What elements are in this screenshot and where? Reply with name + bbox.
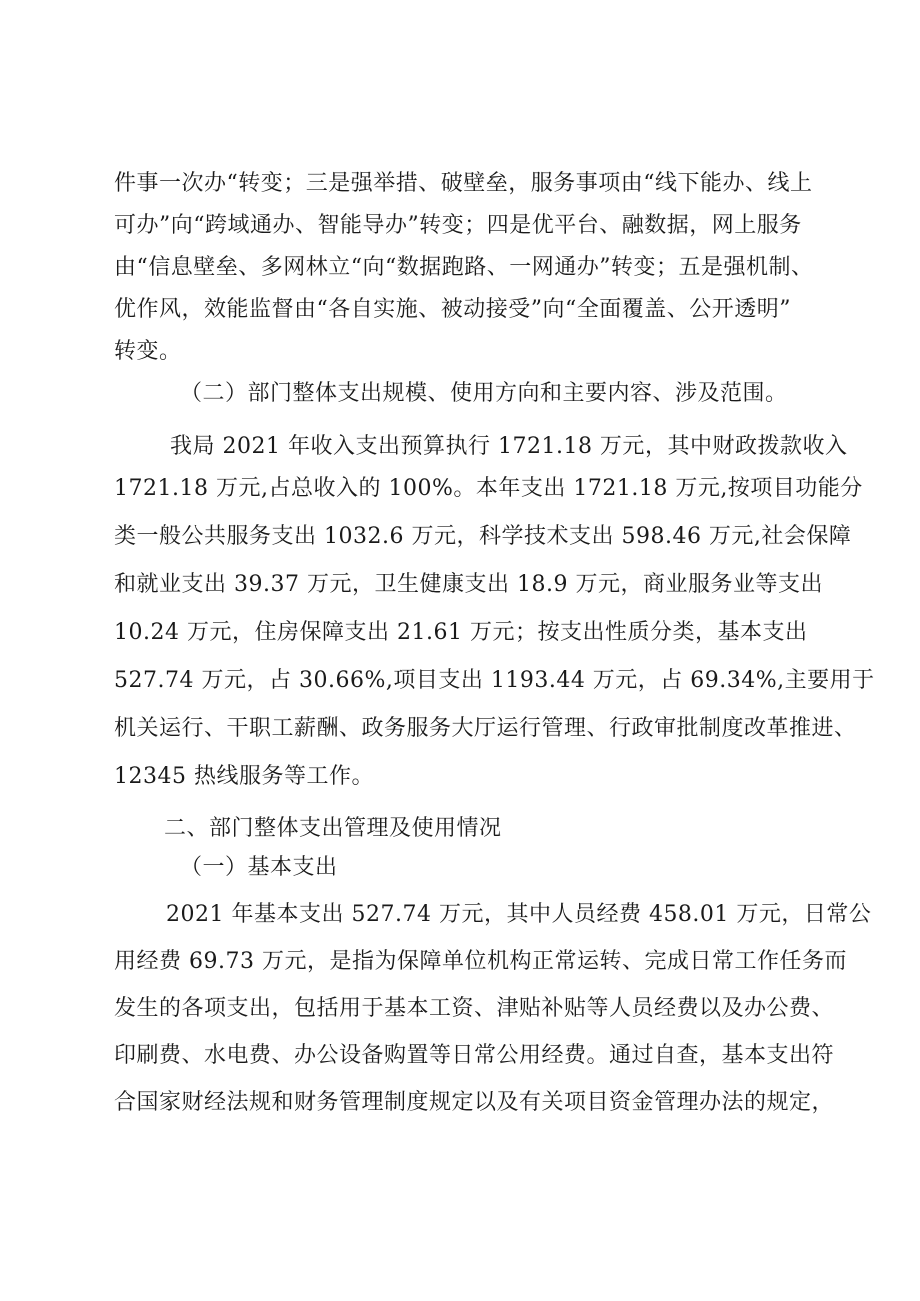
- body-line: 优作风，效能监督由“各自实施、被动接受”向“全面覆盖、公开透明”: [114, 297, 791, 322]
- body-line: 和就业支出 39.37 万元，卫生健康支出 18.9 万元，商业服务业等支出: [114, 572, 823, 597]
- body-line: 印刷费、水电费、办公设备购置等日常公用经费。通过自查，基本支出符: [114, 1043, 835, 1068]
- body-line: 2021 年基本支出 527.74 万元，其中人员经费 458.01 万元，日常公: [166, 902, 872, 927]
- body-line: 合国家财经法规和财务管理制度规定以及有关项目资金管理办法的规定，: [114, 1090, 835, 1115]
- body-line: 发生的各项支出，包括用于基本工资、津贴补贴等人员经费以及办公费、: [114, 996, 835, 1021]
- body-line: 10.24 万元，住房保障支出 21.61 万元；按支出性质分类，基本支出: [114, 620, 808, 645]
- body-line: 类一般公共服务支出 1032.6 万元，科学技术支出 598.46 万元,社会保障: [114, 524, 852, 549]
- body-line: 1721.18 万元,占总收入的 100%。本年支出 1721.18 万元,按项目功能分: [114, 476, 863, 501]
- subsection-heading: （一）基本支出: [180, 855, 338, 880]
- body-line: 527.74 万元，占 30.66%,项目支出 1193.44 万元，占 69.34%,主要用于: [114, 668, 875, 693]
- body-line: 件事一次办“转变；三是强举措、破壁垒，服务事项由“线下能办、线上: [114, 171, 813, 196]
- body-line: 我局 2021 年收入支出预算执行 1721.18 万元，其中财政拨款收入: [170, 434, 848, 459]
- body-line: 12345 热线服务等工作。: [114, 764, 374, 789]
- part-heading: 二、部门整体支出管理及使用情况: [164, 816, 502, 841]
- section-heading: （二）部门整体支出规模、使用方向和主要内容、涉及范围。: [180, 381, 788, 406]
- body-line: 可办”向“跨域通办、智能导办”转变；四是优平台、融数据，网上服务: [114, 213, 802, 238]
- body-line: 由“信息壁垒、多网林立“向“数据跑路、一网通办”转变；五是强机制、: [114, 255, 814, 280]
- body-line: 机关运行、干职工薪酬、政务服务大厅运行管理、行政审批制度改革推进、: [114, 716, 857, 741]
- body-line: 用经费 69.73 万元，是指为保障单位机构正常运转、完成日常工作任务而: [114, 949, 847, 974]
- body-line: 转变。: [114, 339, 182, 364]
